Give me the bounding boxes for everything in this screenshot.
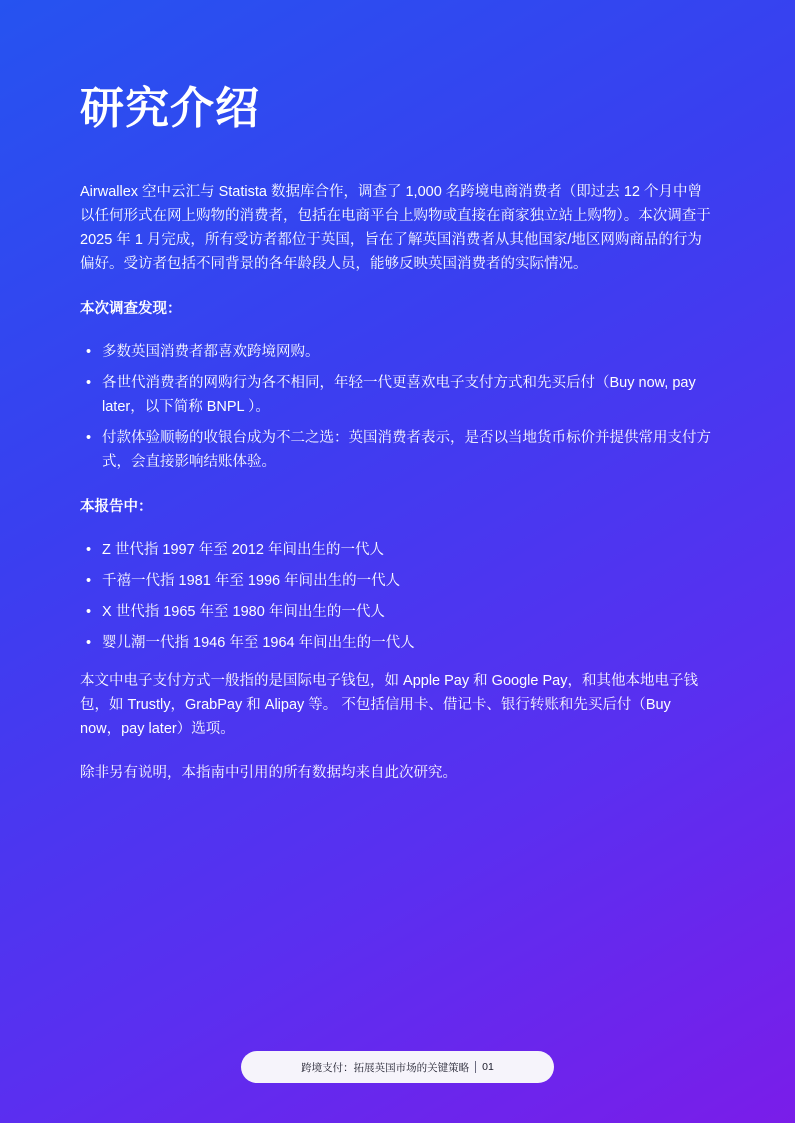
list-item xyxy=(80,426,712,474)
generation-list xyxy=(80,538,712,655)
bullet-icon: • xyxy=(86,542,92,558)
list-item xyxy=(80,569,712,593)
list-item-text: X 世代指 1965 年至 1980 年间出生的一代人 xyxy=(102,604,385,620)
source-note: 除非另有说明，本指南中引用的所有数据均来自此次研究。 xyxy=(80,765,457,781)
page-title: 研究介绍 xyxy=(80,84,260,133)
findings-heading: 本次调查发现： xyxy=(80,301,182,317)
list-item-text: 付款体验顺畅的收银台成为不二之选：英国消费者表示，是否以当地货币标价并提供常用支付方式，会直接影响结账体验。 xyxy=(102,430,711,470)
list-item-text: 婴儿潮一代指 1946 年至 1964 年间出生的一代人 xyxy=(102,635,415,651)
page-number: 01 xyxy=(482,1061,494,1073)
bullet-icon: • xyxy=(86,573,92,589)
list-item-text: 千禧一代指 1981 年至 1996 年间出生的一代人 xyxy=(102,573,401,589)
findings-list xyxy=(80,340,712,474)
list-item-text: Z 世代指 1997 年至 2012 年间出生的一代人 xyxy=(102,542,385,558)
bullet-icon: • xyxy=(86,344,92,360)
bullet-icon: • xyxy=(86,430,92,446)
bullet-icon: • xyxy=(86,375,92,391)
list-item-text: 多数英国消费者都喜欢跨境网购。 xyxy=(102,344,320,360)
epayment-note: 本文中电子支付方式一般指的是国际电子钱包，如 Apple Pay 和 Google Pay，和其他本地电子钱包，如 Trustly，GrabPay 和 Alipay 等。 不包括信用卡、借记卡、银行转账和先买后付（Buy now，pay later）选项。 xyxy=(80,673,698,737)
bullet-icon: • xyxy=(86,604,92,620)
list-item xyxy=(80,371,712,419)
list-item-text: 各世代消费者的网购行为各不相同，年轻一代更喜欢电子支付方式和先买后付（Buy now, pay later，以下简称 BNPL ）。 xyxy=(102,375,696,415)
list-item xyxy=(80,340,712,364)
bullet-icon: • xyxy=(86,635,92,651)
list-item xyxy=(80,600,712,624)
footer-divider xyxy=(475,1061,476,1073)
footer-pill xyxy=(241,1051,554,1083)
report-heading: 本报告中： xyxy=(80,499,153,515)
list-item xyxy=(80,631,712,655)
page-content xyxy=(80,78,712,785)
footer-doc-title: 跨境支付：拓展英国市场的关键策略 xyxy=(301,1061,470,1074)
list-item xyxy=(80,538,712,562)
intro-paragraph: Airwallex 空中云汇与 Statista 数据库合作，调查了 1,000 名跨境电商消费者（即过去 12 个月中曾以任何形式在网上购物的消费者，包括在电商平台上购物或直接在商家独立站上购物）。本次调查于 2025 年 1 月完成，所有受访者都位于英国，旨在了解英国消费者从其他国家/地区网购商品的行为偏好。受访者包括不同背景的各年龄段人员，能够反映英国消费者的实际情况。 xyxy=(80,184,711,272)
